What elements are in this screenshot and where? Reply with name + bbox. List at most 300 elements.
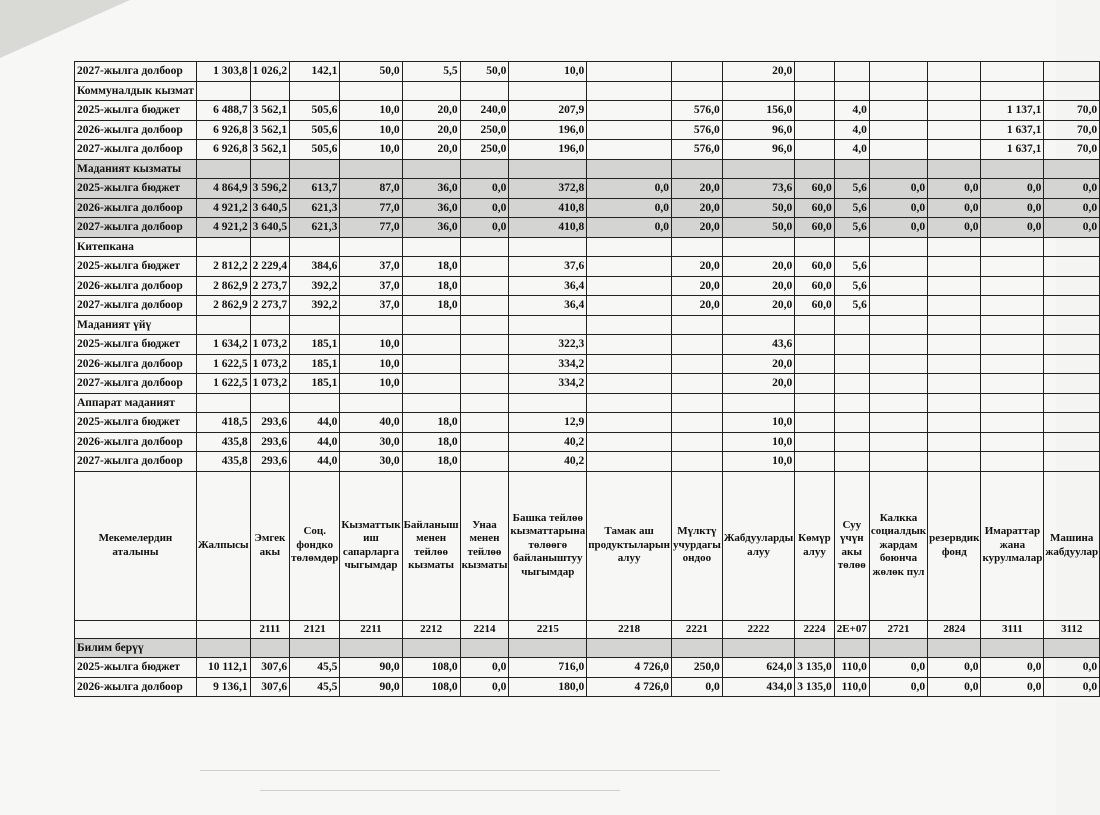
value-cell bbox=[460, 413, 509, 433]
section-title: Маданият үйү bbox=[75, 315, 197, 335]
empty-cell bbox=[250, 237, 290, 257]
empty-cell bbox=[196, 393, 250, 413]
value-cell bbox=[671, 335, 722, 355]
value-cell bbox=[402, 335, 460, 355]
value-cell: 0,0 bbox=[1044, 198, 1100, 218]
value-cell: 0,0 bbox=[587, 218, 672, 238]
empty-cell bbox=[587, 81, 672, 101]
header-total: Жалпысы bbox=[196, 471, 250, 620]
value-cell bbox=[928, 374, 981, 394]
empty-cell bbox=[196, 237, 250, 257]
table-row bbox=[75, 140, 1100, 160]
value-cell: 36,4 bbox=[509, 276, 587, 296]
value-cell: 20,0 bbox=[671, 218, 722, 238]
value-cell: 2 229,4 bbox=[250, 257, 290, 277]
empty-cell bbox=[587, 638, 672, 658]
value-cell: 5,6 bbox=[834, 218, 869, 238]
value-cell: 45,5 bbox=[290, 658, 340, 678]
header-2212: Байланыш менен тейлөө кызматы bbox=[402, 471, 460, 620]
empty-cell bbox=[981, 393, 1044, 413]
value-cell: 60,0 bbox=[795, 198, 835, 218]
value-cell: 36,4 bbox=[509, 296, 587, 316]
empty-cell bbox=[722, 315, 794, 335]
code-cell: 2211 bbox=[340, 620, 402, 638]
value-cell bbox=[834, 335, 869, 355]
empty-cell bbox=[290, 159, 340, 179]
value-cell bbox=[671, 452, 722, 472]
value-cell: 1 073,2 bbox=[250, 354, 290, 374]
empty-cell bbox=[196, 315, 250, 335]
value-cell bbox=[834, 452, 869, 472]
value-cell: 44,0 bbox=[290, 452, 340, 472]
empty-cell bbox=[671, 237, 722, 257]
value-cell: 10,0 bbox=[722, 432, 794, 452]
value-cell: 44,0 bbox=[290, 432, 340, 452]
empty-cell bbox=[509, 315, 587, 335]
table-row bbox=[75, 62, 1100, 82]
value-cell: 73,6 bbox=[722, 179, 794, 199]
empty-cell bbox=[869, 237, 927, 257]
value-cell: 418,5 bbox=[196, 413, 250, 433]
code-cell bbox=[196, 620, 250, 638]
empty-cell bbox=[340, 393, 402, 413]
empty-cell bbox=[587, 315, 672, 335]
row-label: 2025-жылга бюджет bbox=[75, 257, 197, 277]
header-2218: Тамак аш продуктыларын алуу bbox=[587, 471, 672, 620]
value-cell: 293,6 bbox=[250, 413, 290, 433]
value-cell: 185,1 bbox=[290, 354, 340, 374]
value-cell: 37,6 bbox=[509, 257, 587, 277]
value-cell: 3 135,0 bbox=[795, 658, 835, 678]
value-cell: 1 634,2 bbox=[196, 335, 250, 355]
value-cell bbox=[869, 296, 927, 316]
empty-cell bbox=[869, 159, 927, 179]
empty-cell bbox=[795, 393, 835, 413]
code-cell: 2121 bbox=[290, 620, 340, 638]
section-row bbox=[75, 159, 1100, 179]
value-cell: 0,0 bbox=[928, 218, 981, 238]
value-cell: 576,0 bbox=[671, 120, 722, 140]
value-cell bbox=[981, 432, 1044, 452]
empty-cell bbox=[928, 159, 981, 179]
value-cell: 1 073,2 bbox=[250, 374, 290, 394]
empty-cell bbox=[250, 638, 290, 658]
empty-cell bbox=[340, 638, 402, 658]
value-cell bbox=[1044, 413, 1100, 433]
empty-cell bbox=[834, 638, 869, 658]
header-2824: резервдик фонд bbox=[928, 471, 981, 620]
value-cell: 20,0 bbox=[671, 179, 722, 199]
value-cell: 9 136,1 bbox=[196, 677, 250, 697]
table-row bbox=[75, 677, 1100, 697]
value-cell bbox=[1044, 62, 1100, 82]
empty-cell bbox=[722, 237, 794, 257]
empty-cell bbox=[587, 393, 672, 413]
empty-cell bbox=[981, 315, 1044, 335]
empty-cell bbox=[290, 315, 340, 335]
value-cell: 240,0 bbox=[460, 101, 509, 121]
header-2721: Калкка социалдык жардам боюнча жөлөк пул bbox=[869, 471, 927, 620]
value-cell: 60,0 bbox=[795, 296, 835, 316]
value-cell: 3 596,2 bbox=[250, 179, 290, 199]
value-cell: 6 926,8 bbox=[196, 120, 250, 140]
value-cell: 435,8 bbox=[196, 432, 250, 452]
value-cell: 307,6 bbox=[250, 677, 290, 697]
code-cell: 2111 bbox=[250, 620, 290, 638]
value-cell: 0,0 bbox=[869, 218, 927, 238]
value-cell: 250,0 bbox=[460, 120, 509, 140]
header-2e07: Суу үчүн акы төлөө bbox=[834, 471, 869, 620]
value-cell bbox=[981, 452, 1044, 472]
value-cell: 392,2 bbox=[290, 296, 340, 316]
empty-cell bbox=[722, 81, 794, 101]
value-cell: 3 562,1 bbox=[250, 101, 290, 121]
value-cell bbox=[460, 452, 509, 472]
table-row bbox=[75, 120, 1100, 140]
section-row bbox=[75, 315, 1100, 335]
empty-cell bbox=[671, 159, 722, 179]
value-cell: 18,0 bbox=[402, 413, 460, 433]
value-cell bbox=[587, 354, 672, 374]
value-cell: 10,0 bbox=[340, 354, 402, 374]
value-cell: 108,0 bbox=[402, 677, 460, 697]
value-cell: 20,0 bbox=[722, 354, 794, 374]
value-cell: 20,0 bbox=[722, 276, 794, 296]
value-cell bbox=[460, 257, 509, 277]
value-cell bbox=[795, 413, 835, 433]
code-cell bbox=[75, 620, 197, 638]
value-cell: 10,0 bbox=[340, 374, 402, 394]
row-label: 2026-жылга долбоор bbox=[75, 198, 197, 218]
empty-cell bbox=[460, 159, 509, 179]
value-cell: 0,0 bbox=[1044, 677, 1100, 697]
value-cell bbox=[587, 452, 672, 472]
section-title: Коммуналдык кызмат bbox=[75, 81, 197, 101]
section-row bbox=[75, 393, 1100, 413]
code-cell: 2721 bbox=[869, 620, 927, 638]
value-cell: 142,1 bbox=[290, 62, 340, 82]
header-2224: Көмүр алуу bbox=[795, 471, 835, 620]
value-cell bbox=[460, 374, 509, 394]
value-cell: 20,0 bbox=[671, 198, 722, 218]
value-cell: 20,0 bbox=[671, 276, 722, 296]
row-label: 2025-жылга бюджет bbox=[75, 179, 197, 199]
value-cell: 156,0 bbox=[722, 101, 794, 121]
value-cell bbox=[587, 120, 672, 140]
value-cell: 4 921,2 bbox=[196, 218, 250, 238]
value-cell: 372,8 bbox=[509, 179, 587, 199]
section-title: Аппарат маданият bbox=[75, 393, 197, 413]
empty-cell bbox=[981, 81, 1044, 101]
empty-cell bbox=[671, 638, 722, 658]
value-cell bbox=[928, 452, 981, 472]
value-cell: 10,0 bbox=[340, 140, 402, 160]
value-cell bbox=[460, 354, 509, 374]
value-cell: 108,0 bbox=[402, 658, 460, 678]
empty-cell bbox=[869, 315, 927, 335]
header-2214: Унаа менен тейлөө кызматы bbox=[460, 471, 509, 620]
empty-cell bbox=[587, 237, 672, 257]
value-cell bbox=[928, 413, 981, 433]
value-cell: 207,9 bbox=[509, 101, 587, 121]
value-cell: 0,0 bbox=[587, 179, 672, 199]
row-label: 2026-жылга долбоор bbox=[75, 120, 197, 140]
empty-cell bbox=[290, 237, 340, 257]
value-cell: 0,0 bbox=[928, 198, 981, 218]
value-cell: 77,0 bbox=[340, 218, 402, 238]
empty-cell bbox=[928, 315, 981, 335]
value-cell bbox=[402, 354, 460, 374]
value-cell: 505,6 bbox=[290, 140, 340, 160]
value-cell: 20,0 bbox=[722, 62, 794, 82]
value-cell: 10,0 bbox=[509, 62, 587, 82]
value-cell bbox=[981, 374, 1044, 394]
value-cell: 293,6 bbox=[250, 452, 290, 472]
header-3111: Имараттар жана курулмалар bbox=[981, 471, 1044, 620]
table-row bbox=[75, 374, 1100, 394]
code-cell: 2215 bbox=[509, 620, 587, 638]
value-cell bbox=[460, 432, 509, 452]
value-cell: 5,6 bbox=[834, 296, 869, 316]
table-row bbox=[75, 276, 1100, 296]
value-cell bbox=[928, 335, 981, 355]
empty-cell bbox=[402, 638, 460, 658]
value-cell: 20,0 bbox=[722, 296, 794, 316]
value-cell: 0,0 bbox=[928, 179, 981, 199]
value-cell bbox=[795, 62, 835, 82]
value-cell: 37,0 bbox=[340, 257, 402, 277]
value-cell bbox=[928, 257, 981, 277]
value-cell: 6 488,7 bbox=[196, 101, 250, 121]
value-cell: 613,7 bbox=[290, 179, 340, 199]
value-cell: 196,0 bbox=[509, 140, 587, 160]
value-cell bbox=[1044, 257, 1100, 277]
value-cell: 0,0 bbox=[981, 658, 1044, 678]
row-label: 2025-жылга бюджет bbox=[75, 101, 197, 121]
value-cell: 621,3 bbox=[290, 198, 340, 218]
value-cell: 90,0 bbox=[340, 658, 402, 678]
value-cell: 20,0 bbox=[402, 140, 460, 160]
budget-table bbox=[74, 61, 1100, 697]
value-cell: 1 637,1 bbox=[981, 120, 1044, 140]
value-cell: 0,0 bbox=[1044, 179, 1100, 199]
table-row bbox=[75, 335, 1100, 355]
empty-cell bbox=[795, 638, 835, 658]
value-cell: 37,0 bbox=[340, 296, 402, 316]
code-cell: 2218 bbox=[587, 620, 672, 638]
value-cell: 576,0 bbox=[671, 101, 722, 121]
value-cell bbox=[981, 276, 1044, 296]
value-cell bbox=[795, 335, 835, 355]
table-row bbox=[75, 257, 1100, 277]
value-cell bbox=[869, 374, 927, 394]
value-cell: 1 622,5 bbox=[196, 354, 250, 374]
value-cell: 334,2 bbox=[509, 354, 587, 374]
value-cell bbox=[587, 296, 672, 316]
value-cell: 185,1 bbox=[290, 335, 340, 355]
code-row bbox=[75, 620, 1100, 638]
value-cell: 20,0 bbox=[402, 101, 460, 121]
section-row bbox=[75, 638, 1100, 658]
value-cell: 3 135,0 bbox=[795, 677, 835, 697]
value-cell bbox=[928, 62, 981, 82]
value-cell bbox=[460, 335, 509, 355]
value-cell: 0,0 bbox=[671, 677, 722, 697]
value-cell bbox=[460, 296, 509, 316]
value-cell bbox=[981, 354, 1044, 374]
value-cell bbox=[869, 432, 927, 452]
value-cell: 0,0 bbox=[460, 677, 509, 697]
empty-cell bbox=[290, 638, 340, 658]
value-cell: 505,6 bbox=[290, 120, 340, 140]
value-cell: 0,0 bbox=[460, 658, 509, 678]
table-row bbox=[75, 452, 1100, 472]
value-cell: 18,0 bbox=[402, 452, 460, 472]
value-cell: 1 303,8 bbox=[196, 62, 250, 82]
value-cell bbox=[587, 101, 672, 121]
value-cell: 20,0 bbox=[722, 257, 794, 277]
value-cell: 576,0 bbox=[671, 140, 722, 160]
value-cell: 90,0 bbox=[340, 677, 402, 697]
empty-cell bbox=[509, 237, 587, 257]
value-cell bbox=[587, 62, 672, 82]
value-cell: 0,0 bbox=[981, 179, 1044, 199]
value-cell bbox=[981, 257, 1044, 277]
value-cell bbox=[869, 335, 927, 355]
section-title: Билим берүү bbox=[75, 638, 197, 658]
value-cell: 44,0 bbox=[290, 413, 340, 433]
row-label: 2025-жылга бюджет bbox=[75, 413, 197, 433]
folded-corner bbox=[0, 0, 130, 58]
table-row bbox=[75, 179, 1100, 199]
value-cell: 40,0 bbox=[340, 413, 402, 433]
value-cell bbox=[928, 101, 981, 121]
empty-cell bbox=[402, 81, 460, 101]
value-cell bbox=[928, 120, 981, 140]
value-cell bbox=[795, 120, 835, 140]
value-cell: 0,0 bbox=[981, 218, 1044, 238]
value-cell: 70,0 bbox=[1044, 101, 1100, 121]
empty-cell bbox=[795, 81, 835, 101]
value-cell: 2 273,7 bbox=[250, 296, 290, 316]
value-cell bbox=[795, 354, 835, 374]
section-title: Китепкана bbox=[75, 237, 197, 257]
value-cell: 4 864,9 bbox=[196, 179, 250, 199]
empty-cell bbox=[196, 81, 250, 101]
empty-cell bbox=[671, 315, 722, 335]
empty-cell bbox=[460, 638, 509, 658]
empty-cell bbox=[402, 237, 460, 257]
value-cell: 60,0 bbox=[795, 179, 835, 199]
value-cell: 0,0 bbox=[981, 677, 1044, 697]
value-cell bbox=[795, 432, 835, 452]
value-cell: 50,0 bbox=[722, 198, 794, 218]
row-label: 2027-жылга долбоор bbox=[75, 374, 197, 394]
value-cell bbox=[587, 432, 672, 452]
empty-cell bbox=[340, 81, 402, 101]
value-cell: 36,0 bbox=[402, 198, 460, 218]
empty-cell bbox=[795, 315, 835, 335]
value-cell: 30,0 bbox=[340, 432, 402, 452]
value-cell: 4,0 bbox=[834, 101, 869, 121]
empty-cell bbox=[509, 81, 587, 101]
value-cell bbox=[587, 257, 672, 277]
value-cell: 1 637,1 bbox=[981, 140, 1044, 160]
value-cell: 37,0 bbox=[340, 276, 402, 296]
value-cell: 435,8 bbox=[196, 452, 250, 472]
value-cell: 250,0 bbox=[671, 658, 722, 678]
budget-table-header bbox=[75, 471, 1100, 638]
code-cell: 2212 bbox=[402, 620, 460, 638]
value-cell: 10,0 bbox=[722, 413, 794, 433]
empty-cell bbox=[1044, 393, 1100, 413]
value-cell: 4,0 bbox=[834, 140, 869, 160]
value-cell: 50,0 bbox=[460, 62, 509, 82]
value-cell: 0,0 bbox=[460, 179, 509, 199]
empty-cell bbox=[981, 638, 1044, 658]
value-cell: 2 862,9 bbox=[196, 296, 250, 316]
value-cell: 5,6 bbox=[834, 276, 869, 296]
code-cell: 2222 bbox=[722, 620, 794, 638]
value-cell: 1 137,1 bbox=[981, 101, 1044, 121]
empty-cell bbox=[834, 159, 869, 179]
empty-cell bbox=[869, 393, 927, 413]
empty-cell bbox=[402, 315, 460, 335]
value-cell: 384,6 bbox=[290, 257, 340, 277]
value-cell: 36,0 bbox=[402, 218, 460, 238]
value-cell: 0,0 bbox=[869, 198, 927, 218]
code-cell: 2214 bbox=[460, 620, 509, 638]
value-cell bbox=[1044, 374, 1100, 394]
value-cell bbox=[1044, 452, 1100, 472]
value-cell: 434,0 bbox=[722, 677, 794, 697]
value-cell: 20,0 bbox=[722, 374, 794, 394]
empty-cell bbox=[1044, 81, 1100, 101]
value-cell bbox=[928, 276, 981, 296]
budget-table-bottom-rows bbox=[75, 638, 1100, 697]
value-cell: 4 921,2 bbox=[196, 198, 250, 218]
code-cell: 2224 bbox=[795, 620, 835, 638]
empty-cell bbox=[250, 315, 290, 335]
empty-cell bbox=[981, 237, 1044, 257]
value-cell bbox=[869, 257, 927, 277]
value-cell bbox=[928, 354, 981, 374]
value-cell: 10,0 bbox=[722, 452, 794, 472]
value-cell: 18,0 bbox=[402, 257, 460, 277]
header-2222: Жабдууларды алуу bbox=[722, 471, 794, 620]
value-cell bbox=[587, 140, 672, 160]
value-cell bbox=[1044, 335, 1100, 355]
section-title: Маданият кызматы bbox=[75, 159, 197, 179]
value-cell: 4 726,0 bbox=[587, 677, 672, 697]
empty-cell bbox=[928, 237, 981, 257]
value-cell: 10,0 bbox=[340, 101, 402, 121]
value-cell: 410,8 bbox=[509, 198, 587, 218]
empty-cell bbox=[1044, 315, 1100, 335]
row-label: 2026-жылга долбоор bbox=[75, 276, 197, 296]
value-cell: 250,0 bbox=[460, 140, 509, 160]
code-cell: 3111 bbox=[981, 620, 1044, 638]
scan-artifact bbox=[200, 770, 720, 771]
value-cell bbox=[869, 452, 927, 472]
value-cell: 110,0 bbox=[834, 658, 869, 678]
header-2211: Кызматтык иш сапарларга чыгымдар bbox=[340, 471, 402, 620]
empty-cell bbox=[290, 81, 340, 101]
empty-cell bbox=[509, 393, 587, 413]
value-cell: 5,6 bbox=[834, 198, 869, 218]
row-label: 2025-жылга бюджет bbox=[75, 335, 197, 355]
value-cell bbox=[981, 335, 1044, 355]
